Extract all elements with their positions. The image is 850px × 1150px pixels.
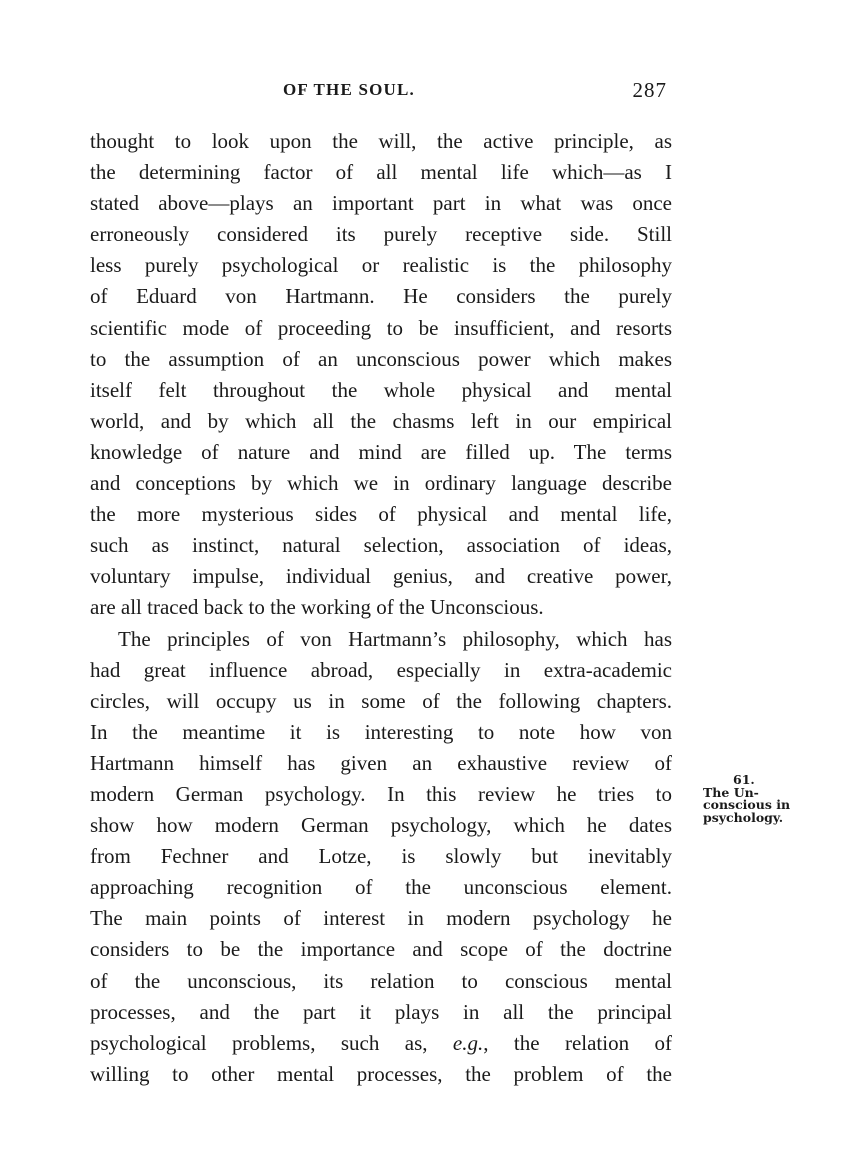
- body-text: [90, 126, 672, 1090]
- margin-note-line: psychology.: [703, 809, 784, 825]
- text-line: processes, and the part it plays in all the principal: [90, 999, 672, 1024]
- paragraph-start-line: The principles of von Hartmann’s philosophy, which has: [118, 626, 672, 651]
- text-line: scientific mode of proceeding to be insufficient, and resorts: [90, 315, 672, 340]
- text-line: circles, will occupy us in some of the following chapters.: [90, 688, 672, 713]
- text-segment: psychological problems, such as,: [90, 1030, 428, 1055]
- text-line: knowledge of nature and mind are filled up. The terms: [90, 439, 672, 464]
- text-line: In the meantime it is interesting to note how von: [90, 719, 672, 744]
- text-line: erroneously considered its purely receptive side. Still: [90, 222, 672, 247]
- text-segment: , the relation of: [483, 1030, 672, 1055]
- text-line: the determining factor of all mental life which—as I: [90, 160, 672, 185]
- text-line: less purely psychological or realistic is the philosophy: [90, 253, 672, 278]
- text-line: voluntary impulse, individual genius, and creative power,: [90, 564, 672, 589]
- text-line: Hartmann himself has given an exhaustive review of: [90, 750, 672, 775]
- text-line: approaching recognition of the unconscious element.: [90, 875, 672, 900]
- text-line: of Eduard von Hartmann. He considers the purely: [90, 284, 672, 309]
- text-line: and conceptions by which we in ordinary language describe: [90, 471, 672, 496]
- text-line: modern German psychology. In this review he tries to: [90, 781, 672, 806]
- text-line: considers to be the importance and scope of the doctrine: [90, 937, 672, 962]
- text-line: to the assumption of an unconscious power which makes: [90, 346, 672, 371]
- text-line: had great influence abroad, especially in extra-academic: [90, 657, 672, 682]
- text-line: thought to look upon the will, the active principle, as: [90, 129, 672, 153]
- text-line: willing to other mental processes, the problem of the: [90, 1061, 672, 1086]
- text-line: itself felt throughout the whole physical and mental: [90, 377, 672, 402]
- running-head: [90, 78, 670, 104]
- text-line: such as instinct, natural selection, association of ideas,: [90, 533, 672, 558]
- paragraph-end-line: are all traced back to the working of the Unconscious.: [90, 595, 544, 620]
- italic-abbreviation: e.g.: [452, 1030, 484, 1055]
- margin-note: [703, 774, 813, 824]
- text-line: The main points of interest in modern psychology he: [90, 906, 672, 931]
- text-line-with-italic: [90, 1028, 672, 1059]
- margin-note-line: conscious in: [703, 797, 791, 812]
- text-line: the more mysterious sides of physical and mental life,: [90, 502, 672, 527]
- margin-note-number: 61.: [733, 772, 755, 787]
- running-title: OF THE SOUL.: [282, 80, 415, 99]
- text-line: of the unconscious, its relation to conscious mental: [90, 968, 672, 993]
- text-line: from Fechner and Lotze, is slowly but inevitably: [90, 844, 672, 869]
- text-line: show how modern German psychology, which he dates: [90, 813, 672, 838]
- page-number: 287: [632, 78, 667, 102]
- text-line: stated above—plays an important part in what was once: [90, 191, 672, 216]
- margin-note-line: The Un-: [703, 784, 759, 800]
- text-line: world, and by which all the chasms left in our empirical: [90, 408, 672, 433]
